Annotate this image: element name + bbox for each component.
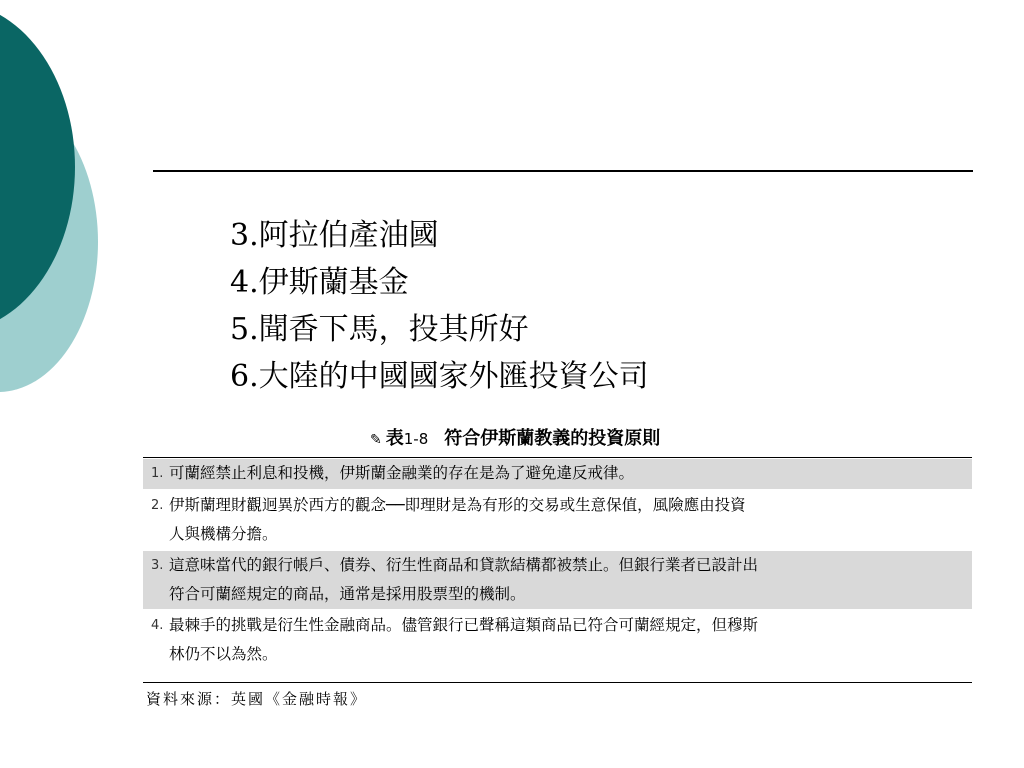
table-title-number: 1-8 <box>403 430 429 448</box>
row-text: 伊斯蘭理財觀迥異於西方的觀念──即理財是為有形的交易或生意保值，風險應由投資 <box>169 496 746 514</box>
row-text: 最棘手的挑戰是衍生性金融商品。儘管銀行已聲稱這類商品已符合可蘭經規定，但穆斯 <box>169 616 759 634</box>
bullet-list <box>230 212 649 400</box>
table-row <box>143 611 972 669</box>
row-number: 1. <box>151 466 164 481</box>
table-bottom-rule <box>143 682 972 683</box>
table-row <box>143 491 972 549</box>
row-number: 2. <box>151 498 164 513</box>
table-title <box>370 426 660 453</box>
row-number: 3. <box>151 558 164 573</box>
table-row <box>143 459 972 489</box>
row-text-continued: 人與機構分擔。 <box>169 525 278 543</box>
decorative-circle-dark <box>0 2 75 332</box>
header-divider <box>153 170 973 172</box>
list-item: 4.伊斯蘭基金 <box>230 265 409 300</box>
decorative-circle-light <box>0 92 98 392</box>
principles-table <box>143 459 972 669</box>
list-item: 3.阿拉伯產油國 <box>230 218 439 253</box>
row-text: 可蘭經禁止利息和投機，伊斯蘭金融業的存在是為了避免違反戒律。 <box>169 464 635 482</box>
row-text-continued: 林仍不以為然。 <box>169 645 278 663</box>
row-text: 這意味當代的銀行帳戶、債券、衍生性商品和貸款結構都被禁止。但銀行業者已設計出 <box>169 556 759 574</box>
row-number: 4. <box>151 618 164 633</box>
pencil-icon: ✎ <box>370 432 382 448</box>
source-note: 資料來源：英國《金融時報》 <box>146 690 368 708</box>
table-title-name: 符合伊斯蘭教義的投資原則 <box>444 428 661 449</box>
row-text-continued: 符合可蘭經規定的商品，通常是採用股票型的機制。 <box>169 585 526 603</box>
table-title-label: 表 <box>385 428 404 449</box>
table-top-rule <box>143 457 972 458</box>
list-item: 5.聞香下馬，投其所好 <box>230 312 529 347</box>
list-item: 6.大陸的中國國家外匯投資公司 <box>230 359 649 394</box>
table-row <box>143 551 972 609</box>
